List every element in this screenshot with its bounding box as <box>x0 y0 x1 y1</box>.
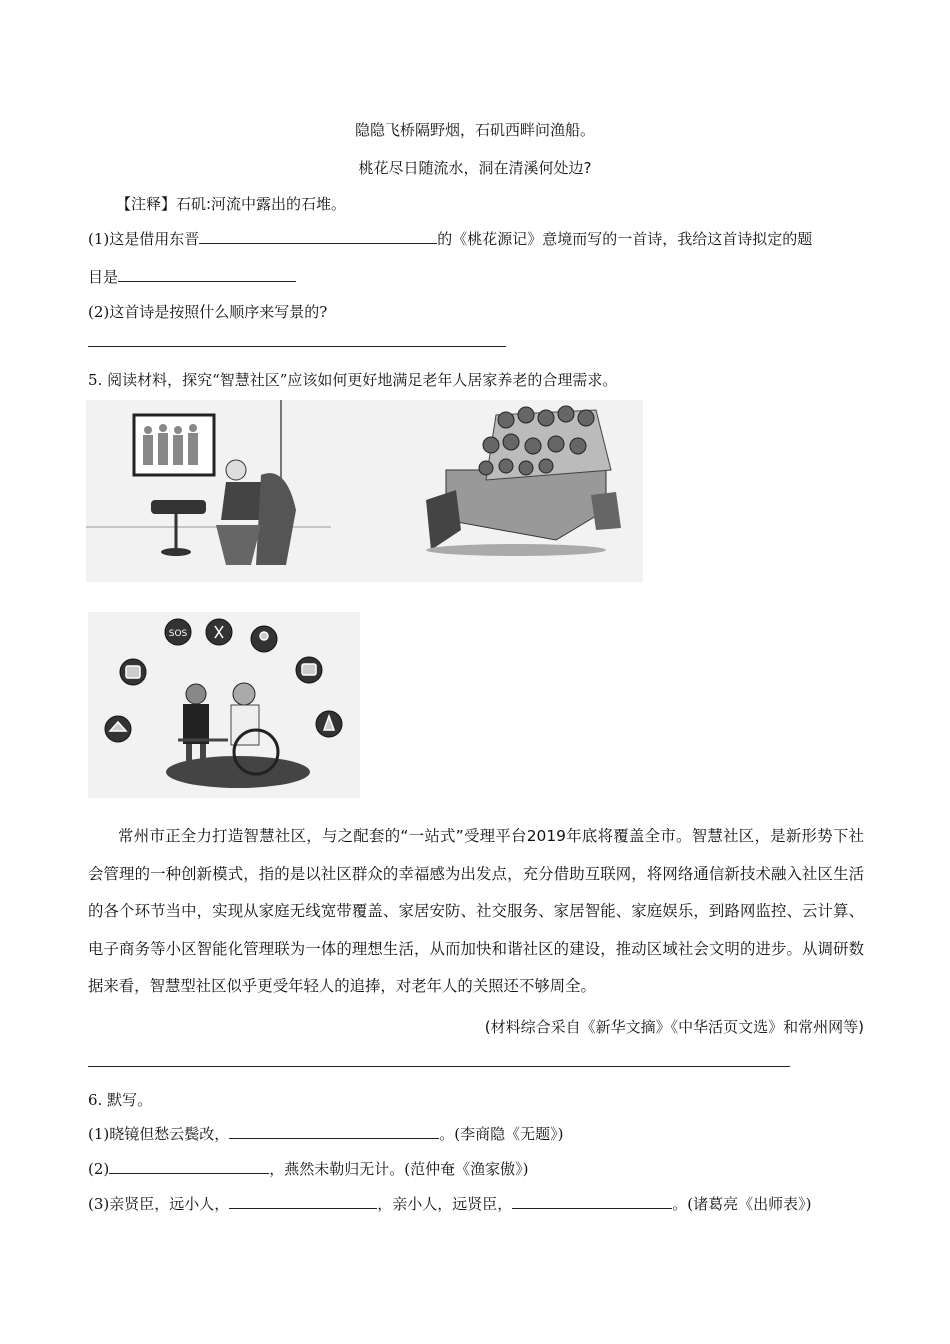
question-6-item-3-a: (3)亲贤臣，远小人， <box>88 1195 230 1213</box>
question-6-item-1 <box>88 1123 563 1144</box>
question-4-1 <box>88 228 812 249</box>
material-source: (材料综合采自《新华文摘》《中华活页文选》和常州网等) <box>484 1018 864 1036</box>
question-4-1-line2 <box>88 266 296 287</box>
poem-note: 【注释】石矶:河流中露出的石堆。 <box>116 195 347 213</box>
sos-label: SOS <box>168 629 188 639</box>
poem-line-1: 隐隐飞桥隔野烟，石矶西畔问渔船。 <box>354 121 595 139</box>
question-6-item-2-prefix: (2) <box>88 1160 110 1178</box>
question-4-2-answer <box>88 332 506 351</box>
material-paragraph: 常州市正全力打造智慧社区，与之配套的“一站式”受理平台2019年底将覆盖全市。智慧社区，是新形势下社会管理的一种创新模式，指的是以社区群众的幸福感为出发点，充分借助互联网，将网络通信新技术融入社区生活的各个环节当中，实现从家庭无线宽带覆盖、家居安防、社交服务、家居智能、家庭娱乐，到路网监控、云计算、电子商务等小区智能化管理联为一体的理想生活，从而加快和谐社区的建设，推动区域社会文明的进步。从调研数据来看，智慧型社区似乎更受年轻人的追捧，对老年人的关照还不够周全。 <box>88 827 864 995</box>
question-6-title: 6. 默写。 <box>88 1091 153 1109</box>
answer-blank[interactable] <box>229 1194 377 1209</box>
question-6-item-3 <box>88 1193 811 1214</box>
question-4-2: (2)这首诗是按照什么顺序来写景的? <box>88 303 328 321</box>
smart-community-image <box>88 612 360 798</box>
question-5-title: 5. 阅读材料，探究“智慧社区”应该如何更好地满足老年人居家养老的合理需求。 <box>88 371 618 389</box>
question-5-answer <box>88 1052 790 1071</box>
question-6-item-3-c: 。(诸葛亮《出师表》) <box>672 1195 812 1213</box>
question-6-item-1-prefix: (1)晓镜但愁云鬓改， <box>88 1125 230 1143</box>
answer-blank[interactable] <box>199 229 437 244</box>
answer-blank[interactable] <box>88 332 506 347</box>
cartoon-elderly-care-image <box>86 400 643 582</box>
answer-blank[interactable] <box>109 1159 269 1174</box>
cartoon-illustration <box>86 400 643 582</box>
answer-blank[interactable] <box>88 1052 790 1067</box>
answer-blank[interactable] <box>118 267 296 282</box>
question-6-item-1-suffix: 。(李商隐《无题》) <box>439 1125 564 1143</box>
question-4-1-prefix: (1)这是借用东晋 <box>88 230 200 248</box>
poem-line-2: 桃花尽日随流水，洞在清溪何处边? <box>358 159 592 177</box>
answer-blank[interactable] <box>229 1124 439 1139</box>
question-6-item-2-suffix: ，燕然未勒归无计。(范仲奄《渔家傲》) <box>269 1160 529 1178</box>
question-4-1-line2-prefix: 目是 <box>88 268 119 286</box>
question-6-item-2 <box>88 1158 528 1179</box>
answer-blank[interactable] <box>512 1194 672 1209</box>
question-4-1-middle: 的《桃花源记》意境而写的一首诗，我给这首诗拟定的题 <box>437 230 813 248</box>
question-6-item-3-b: ，亲小人，远贤臣， <box>377 1195 513 1213</box>
